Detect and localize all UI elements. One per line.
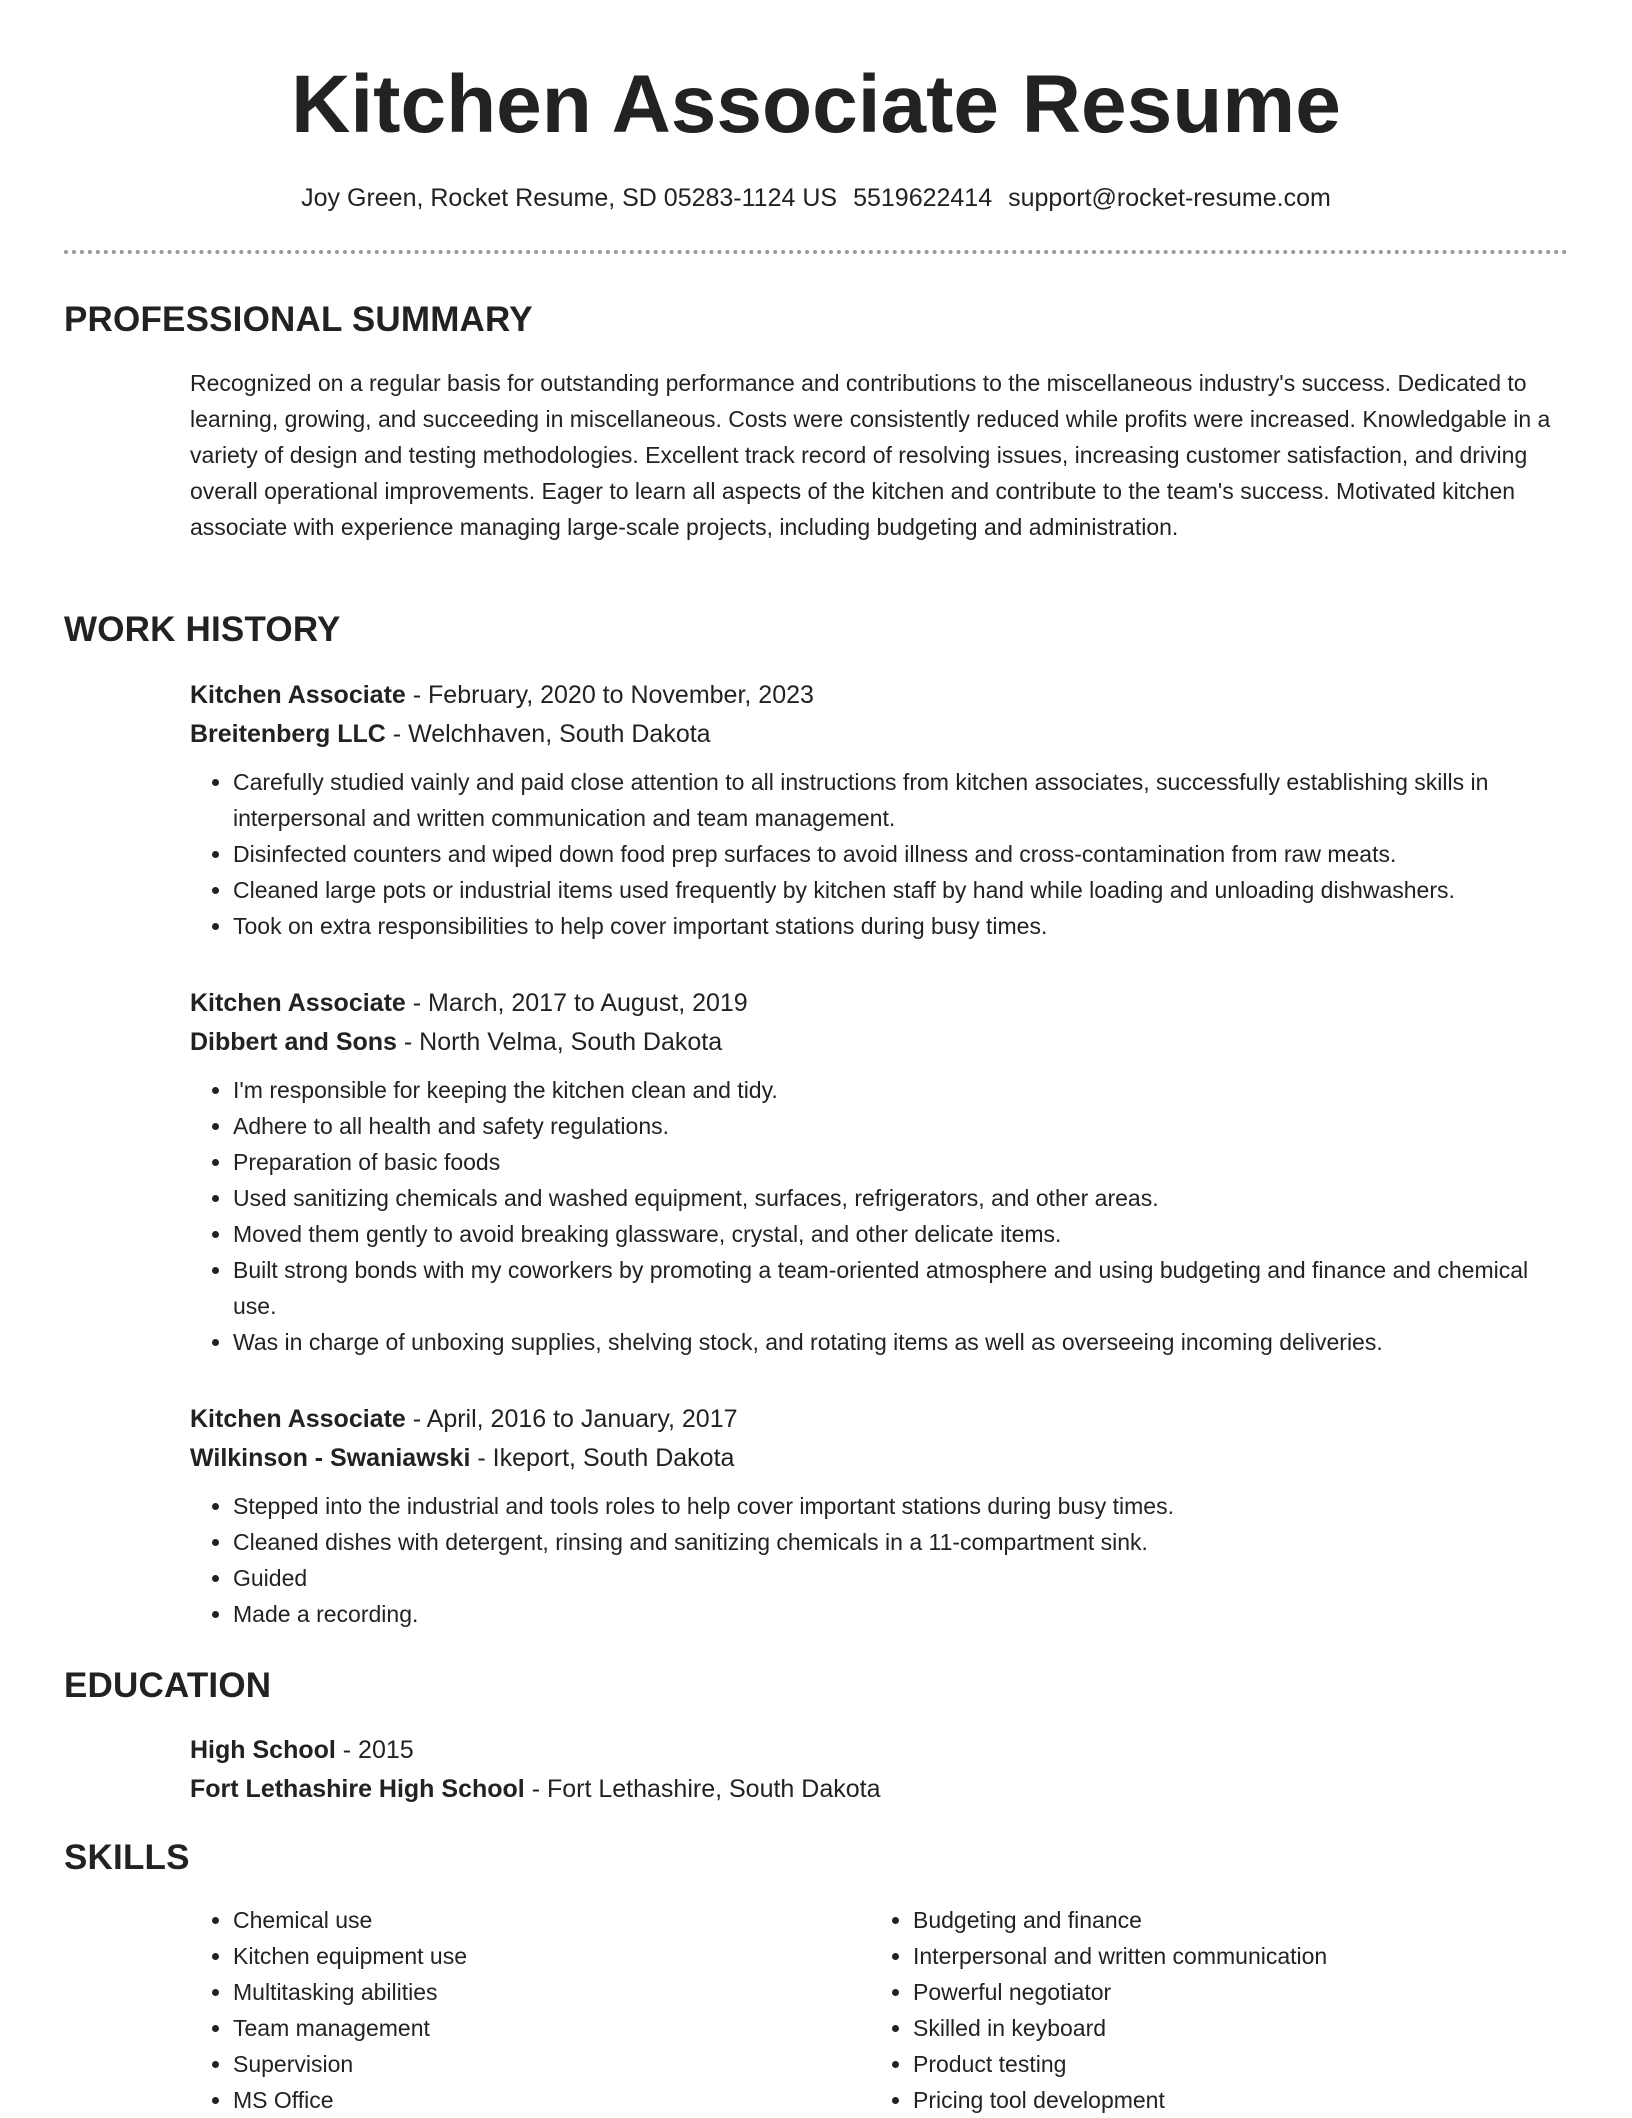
list-item: • Guided	[233, 1560, 1570, 1596]
list-item: • Team management	[233, 2010, 467, 2046]
education-location: - Fort Lethashire, South Dakota	[524, 1775, 881, 1803]
job-entry	[190, 1400, 1570, 1632]
education-school: Fort Lethashire High School	[190, 1775, 525, 1803]
list-item: • Adhere to all health and safety regulations.	[233, 1108, 1570, 1144]
list-item: • Carefully studied vainly and paid close attention to all instructions from kitchen associates, successfully establishing skills in interpersonal and written communication and team management.	[233, 764, 1570, 836]
list-item: • Chemical use	[233, 1902, 467, 1938]
job-location: - Ikeport, South Dakota	[470, 1444, 735, 1472]
job-title: Kitchen Associate	[190, 681, 406, 709]
job-bullets	[190, 1072, 1570, 1360]
header-divider	[64, 250, 1568, 254]
list-item: • Disinfected counters and wiped down food prep surfaces to avoid illness and cross-contamination from raw meats.	[233, 836, 1570, 872]
job-location: - Welchhaven, South Dakota	[385, 720, 711, 748]
list-item: • Multitasking abilities	[233, 1974, 467, 2010]
list-item: • Moved them gently to avoid breaking glassware, crystal, and other delicate items.	[233, 1216, 1570, 1252]
job-entry	[190, 676, 1570, 944]
list-item: • Built strong bonds with my coworkers by promoting a team-oriented atmosphere and using budgeting and finance and chemical use.	[233, 1252, 1570, 1324]
contact-phone[interactable]: 5519622414	[853, 184, 993, 212]
job-company: Breitenberg LLC	[190, 720, 386, 748]
education-degree-line	[190, 1731, 1570, 1770]
job-entry	[190, 984, 1570, 1360]
education-entry	[190, 1731, 1570, 1809]
list-item: • Kitchen equipment use	[233, 1938, 467, 1974]
list-item: • Product testing	[913, 2046, 1327, 2082]
job-company-line	[190, 715, 1570, 754]
job-bullets	[190, 1488, 1570, 1632]
job-title: Kitchen Associate	[190, 989, 406, 1017]
list-item: • Pricing tool development	[913, 2082, 1327, 2118]
contact-line	[0, 182, 1632, 214]
list-item: • Made a recording.	[233, 1596, 1570, 1632]
job-title-line	[190, 984, 1570, 1023]
job-dates: - February, 2020 to November, 2023	[405, 681, 814, 709]
job-company-line	[190, 1439, 1570, 1478]
education-school-line	[190, 1770, 1570, 1809]
section-heading-work: WORK HISTORY	[64, 610, 341, 649]
skills-column-left	[190, 1902, 467, 2118]
skills-column-right	[870, 1902, 1327, 2118]
job-title-line	[190, 676, 1570, 715]
list-item: • MS Office	[233, 2082, 467, 2118]
list-item: • Was in charge of unboxing supplies, shelving stock, and rotating items as well as overseeing incoming deliveries.	[233, 1324, 1570, 1360]
job-dates: - April, 2016 to January, 2017	[405, 1405, 738, 1433]
page-title: Kitchen Associate Resume	[291, 59, 1341, 150]
summary-text: Recognized on a regular basis for outstanding performance and contributions to the miscellaneous industry's success. Dedicated to learning, growing, and succeeding in miscellaneous. Costs were consistently reduced while profits were increased. Knowledgable in a variety of design and testing methodologies. Excellent track record of resolving issues, increasing customer satisfaction, and driving overall operational improvements. Eager to learn all aspects of the kitchen and contribute to the team's success. Motivated kitchen associate with experience managing large-scale projects, including budgeting and administration.	[190, 370, 1551, 540]
job-dates: - March, 2017 to August, 2019	[405, 989, 748, 1017]
list-item: • Budgeting and finance	[913, 1902, 1327, 1938]
list-item: • Preparation of basic foods	[233, 1144, 1570, 1180]
section-heading-education: EDUCATION	[64, 1666, 272, 1705]
job-title-line	[190, 1400, 1570, 1439]
section-heading-summary: PROFESSIONAL SUMMARY	[64, 300, 533, 339]
list-item: • Used sanitizing chemicals and washed equipment, surfaces, refrigerators, and other areas.	[233, 1180, 1570, 1216]
list-item: • Cleaned dishes with detergent, rinsing and sanitizing chemicals in a 11-compartment sink.	[233, 1524, 1570, 1560]
list-item: • Interpersonal and written communication	[913, 1938, 1327, 1974]
job-location: - North Velma, South Dakota	[396, 1028, 723, 1056]
education-year: - 2015	[335, 1736, 414, 1764]
list-item: • Skilled in keyboard	[913, 2010, 1327, 2046]
list-item: • I'm responsible for keeping the kitchen clean and tidy.	[233, 1072, 1570, 1108]
list-item: • Took on extra responsibilities to help cover important stations during busy times.	[233, 908, 1570, 944]
job-title: Kitchen Associate	[190, 1405, 406, 1433]
list-item: • Supervision	[233, 2046, 467, 2082]
list-item: • Powerful negotiator	[913, 1974, 1327, 2010]
job-company: Dibbert and Sons	[190, 1028, 397, 1056]
education-degree: High School	[190, 1736, 336, 1764]
contact-email[interactable]: support@rocket-resume.com	[1008, 184, 1331, 212]
job-company: Wilkinson - Swaniawski	[190, 1444, 471, 1472]
section-heading-skills: SKILLS	[64, 1838, 190, 1877]
job-company-line	[190, 1023, 1570, 1062]
contact-address: Joy Green, Rocket Resume, SD 05283-1124 US	[301, 184, 838, 212]
job-bullets	[190, 764, 1570, 944]
list-item: • Stepped into the industrial and tools roles to help cover important stations during busy times.	[233, 1488, 1570, 1524]
list-item: • Cleaned large pots or industrial items used frequently by kitchen staff by hand while loading and unloading dishwashers.	[233, 872, 1570, 908]
